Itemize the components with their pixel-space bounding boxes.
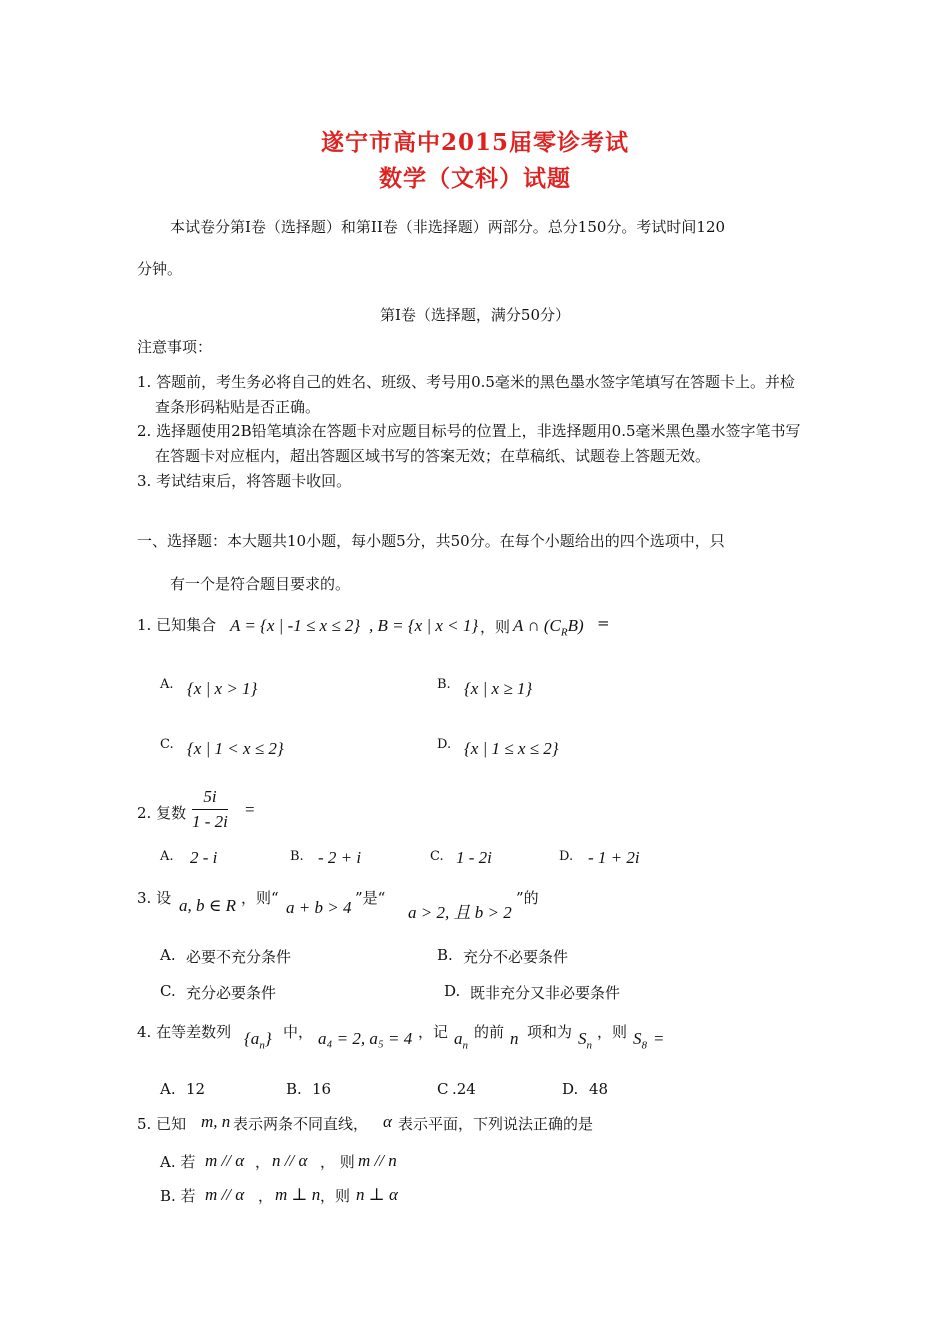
q3-mid-1: ，则“ <box>241 889 279 907</box>
q1-option-c-label: C. <box>160 737 174 752</box>
q3-option-d: 既非充分又非必要条件 <box>470 984 621 1002</box>
q4-option-d-label: D. <box>562 1080 579 1098</box>
q4-equals: = <box>654 1029 664 1048</box>
q4-mid-3: 的前 <box>474 1023 505 1041</box>
q3-prefix: 3. 设 <box>137 889 172 907</box>
q1-option-d: {x | 1 ≤ x ≤ 2} <box>464 739 559 758</box>
part1-line-2: 有一个是符合题目要求的。 <box>170 575 351 593</box>
q4-prefix: 4. 在等差数列 <box>137 1023 232 1041</box>
q5-option-a-sep: ， <box>255 1153 271 1171</box>
note-2-line-2: 在答题卡对应框内，超出答题区域书写的答案无效；在草稿纸、试题卷上答题无效。 <box>155 447 711 465</box>
q4-n: n <box>510 1029 519 1048</box>
q1-expr: A ∩ $(C_RB)$ <box>513 616 584 639</box>
q2-option-c-label: C. <box>430 849 444 864</box>
q2-prefix: 2. 复数 <box>137 804 187 822</box>
q1-equals: = <box>597 614 610 632</box>
q5-option-a-cond-1: m // α <box>205 1151 245 1170</box>
q4-an: $a_n$ <box>454 1029 468 1052</box>
q4-s8: $S_8$ <box>633 1029 647 1052</box>
q4-mid-2: ，记 <box>418 1023 449 1041</box>
q2-option-b-label: B. <box>290 849 304 864</box>
q1-option-d-label: D. <box>437 737 452 752</box>
q5-option-b-then: ，则 <box>320 1187 351 1205</box>
q5-option-b-label: B. 若 <box>160 1187 196 1205</box>
note-1-line-2: 查条形码粘贴是否正确。 <box>155 398 321 416</box>
q4-option-c-label: C <box>437 1080 449 1098</box>
q5-mn: m, n <box>201 1112 231 1131</box>
q2-option-a-label: A. <box>160 849 174 864</box>
q4-mid-5: ，则 <box>597 1023 628 1041</box>
q3-option-b: 充分不必要条件 <box>463 948 569 966</box>
q4-option-b-label: B. <box>286 1080 302 1098</box>
q3-option-c: 充分必要条件 <box>186 984 277 1002</box>
q4-option-d: 48 <box>589 1080 609 1098</box>
q1-option-b: {x | x ≥ 1} <box>464 679 533 698</box>
notes-heading: 注意事项： <box>137 338 213 356</box>
q3-end: ”的 <box>516 889 539 907</box>
q2-fraction <box>192 787 228 832</box>
note-3: 3. 考试结束后，将答题卡收回。 <box>137 472 352 490</box>
q3-option-b-label: B. <box>437 946 453 964</box>
note-2-line-1: 2. 选择题使用2B铅笔填涂在答题卡对应题目标号的位置上，非选择题用0.5毫米黑色墨水签字笔书写 <box>137 422 801 440</box>
intro-line-2: 分钟。 <box>137 260 183 278</box>
q2-equals: = <box>245 800 255 819</box>
q5-option-a-result: m // n <box>358 1151 397 1170</box>
q5-mid-2: 表示平面，下列说法正确的是 <box>398 1115 594 1133</box>
q2-option-d-label: D. <box>559 849 574 864</box>
q2-option-b: - 2 + i <box>318 848 362 867</box>
q5-prefix: 5. 已知 <box>137 1115 187 1133</box>
q5-option-b-cond-1: m // α <box>205 1185 245 1204</box>
q5-option-a-label: A. 若 <box>160 1153 196 1171</box>
q2-option-d: - 1 + 2i <box>588 848 640 867</box>
q4-mid: 中， <box>283 1023 314 1041</box>
q4-option-c: .24 <box>452 1080 476 1098</box>
q3-condition: a, b ∈ R <box>179 896 236 915</box>
q1-option-a-label: A. <box>160 677 174 692</box>
q5-mid-1: 表示两条不同直线， <box>233 1115 369 1133</box>
q1-option-c: {x | 1 < x ≤ 2} <box>187 739 284 758</box>
q5-option-b-sep: ， <box>258 1187 274 1205</box>
q5-option-a-cond-2: n // α <box>272 1151 308 1170</box>
q4-given: a₄ = 2, a₅ = 4 <box>318 1029 413 1048</box>
part1-line-1: 一、选择题：本大题共10小题，每小题5分，共50分。在每个小题给出的四个选项中，只 <box>137 532 725 550</box>
q2-denominator: 1 - 2i <box>192 812 228 831</box>
q4-mid-4: 项和为 <box>527 1023 573 1041</box>
q3-option-d-label: D. <box>444 982 461 1000</box>
q5-option-a-then: ， 则 <box>320 1153 355 1171</box>
q4-sn: $S_n$ <box>578 1029 592 1052</box>
intro-line-1: 本试卷分第Ⅰ卷（选择题）和第II卷（非选择题）两部分。总分150分。考试时间120 <box>170 218 726 236</box>
q1-set-b: , B = {x | x < 1} <box>369 616 479 635</box>
q3-option-a: 必要不充分条件 <box>186 948 292 966</box>
q1-set-a: A = {x | -1 ≤ x ≤ 2} <box>230 616 361 635</box>
section-heading: 第Ⅰ卷（选择题，满分50分） <box>379 306 570 324</box>
exam-title: 遂宁市高中2015届零诊考试 <box>320 129 629 156</box>
q2-numerator: 5i <box>203 787 217 806</box>
q3-p: a + b > 4 <box>286 898 352 917</box>
q4-sequence: $\{a_n\}$ <box>244 1029 272 1052</box>
q2-option-a: 2 - i <box>190 848 218 867</box>
q3-mid-2: ”是“ <box>355 889 386 907</box>
q3-q: a > 2, 且 b > 2 <box>408 903 512 922</box>
q5-alpha: α <box>383 1112 392 1131</box>
exam-subtitle: 数学（文科）试题 <box>379 165 571 192</box>
q2-option-c: 1 - 2i <box>456 848 492 867</box>
q5-option-b-result: n ⊥ α <box>356 1185 398 1204</box>
q4-option-a: 12 <box>186 1080 206 1098</box>
q1-prefix: 1. 已知集合 <box>137 616 217 634</box>
q1-option-a: {x | x > 1} <box>187 679 258 698</box>
q4-option-a-label: A. <box>160 1080 176 1098</box>
note-1-line-1: 1. 答题前，考生务必将自己的姓名、班级、考号用0.5毫米的黑色墨水签字笔填写在答题卡上。并检 <box>137 373 795 391</box>
q3-option-a-label: A. <box>160 946 176 964</box>
q5-option-b-cond-2: m ⊥ n <box>275 1185 321 1204</box>
q3-option-c-label: C. <box>160 982 176 1000</box>
q4-option-b: 16 <box>312 1080 332 1098</box>
q1-option-b-label: B. <box>437 677 451 692</box>
q1-then: ，则 <box>480 618 511 636</box>
